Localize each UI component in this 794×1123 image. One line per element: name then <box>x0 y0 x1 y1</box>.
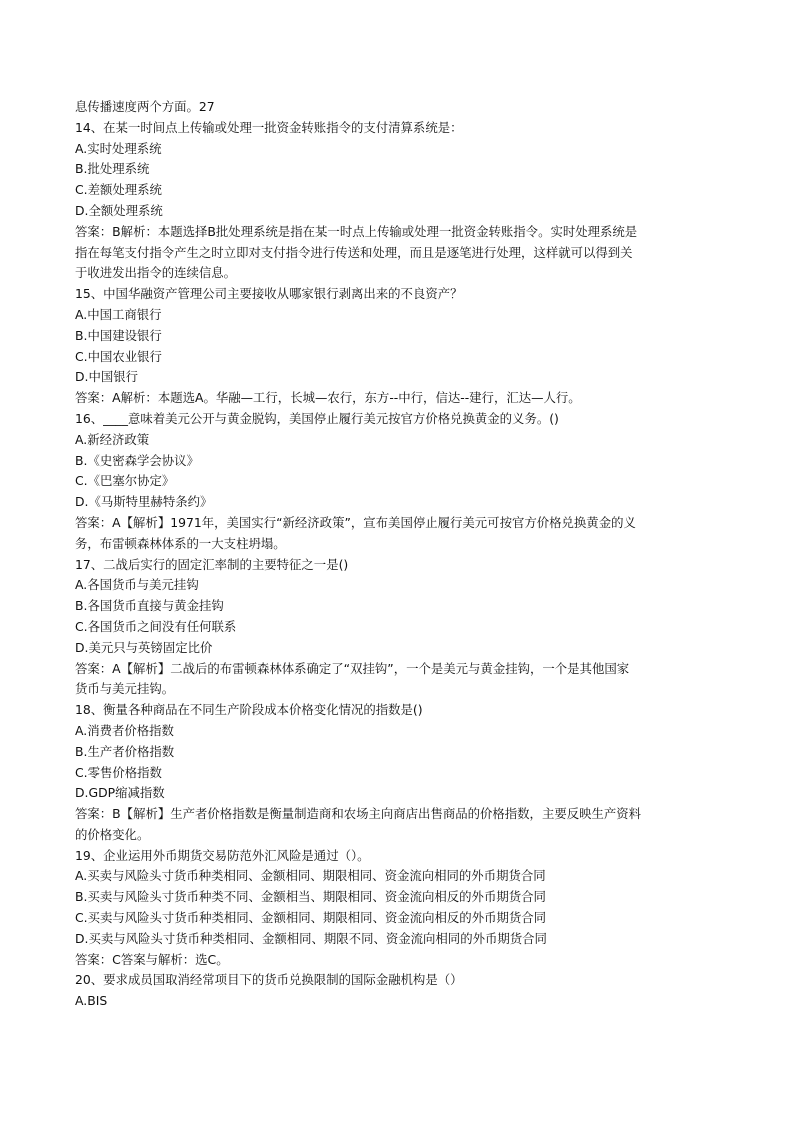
option-item: A.实时处理系统 <box>75 140 162 156</box>
answer-line: 答案：A【解析】1971年，美国实行“新经济政策”，宣布美国停止履行美元可按官方价格兑换黄金的义 <box>75 514 636 530</box>
option-item: B.生产者价格指数 <box>75 743 175 759</box>
option-item: C.零售价格指数 <box>75 764 162 780</box>
option-item: C.《巴塞尔协定》 <box>75 473 175 489</box>
option-item: D.买卖与风险头寸货币种类相同、金额相同、期限不同、资金流向相同的外币期货合同 <box>75 930 547 946</box>
question-text: 17、二战后实行的固定汇率制的主要特征之一是() <box>75 556 349 572</box>
question-text: 16、____意味着美元公开与黄金脱钩，美国停止履行美元按官方价格兑换黄金的义务。() <box>75 410 559 426</box>
answer-line: 货币与美元挂钩。 <box>75 681 175 697</box>
option-item: C.差额处理系统 <box>75 182 162 198</box>
option-item: D.美元只与英镑固定比价 <box>75 639 213 655</box>
option-item: D.《马斯特里赫特条约》 <box>75 494 213 510</box>
option-item: B.中国建设银行 <box>75 327 162 343</box>
answer-line: 答案：C答案与解析：选C。 <box>75 951 229 967</box>
option-item: D.全额处理系统 <box>75 202 163 218</box>
question-block <box>75 700 721 846</box>
option-item: D.中国银行 <box>75 369 139 385</box>
answer-line: 答案：A解析：本题选A。华融—工行，长城—农行，东方--中行，信达--建行，汇达—人行。 <box>75 390 581 406</box>
answer-line: 指在每笔支付指令产生之时立即对支付指令进行传送和处理，而且是逐笔进行处理，这样就可以得到关 <box>75 244 633 260</box>
question-text: 15、中国华融资产管理公司主要接收从哪家银行剥离出来的不良资产？ <box>75 286 463 302</box>
option-item: A.中国工商银行 <box>75 306 162 322</box>
answer-line: 于收进发出指令的连续信息。 <box>75 265 237 281</box>
intro-line: 息传播速度两个方面。27 <box>75 99 215 114</box>
question-text: 20、要求成员国取消经常项目下的货币兑换限制的国际金融机构是（） <box>75 972 463 988</box>
option-item: C.买卖与风险头寸货币种类相同、金额相同、期限相同、资金流向相反的外币期货合同 <box>75 910 547 926</box>
option-item: B.《史密森学会协议》 <box>75 452 199 468</box>
question-block <box>75 284 721 409</box>
answer-line: 的价格变化。 <box>75 826 150 842</box>
option-item: A.新经济政策 <box>75 431 150 447</box>
answer-line: 答案：A【解析】二战后的布雷顿森林体系确定了“双挂钩”，一个是美元与黄金挂钩，一个是其他国家 <box>75 660 630 676</box>
option-item: A.各国货币与美元挂钩 <box>75 577 199 593</box>
question-text: 14、在某一时间点上传输或处理一批资金转账指令的支付清算系统是： <box>75 119 463 135</box>
question-text: 18、衡量各种商品在不同生产阶段成本价格变化情况的指数是() <box>75 702 423 718</box>
option-item: B.买卖与风险头寸货币种类不同、金额相当、期限相同、资金流向相反的外币期货合同 <box>75 889 546 905</box>
option-item: A.BIS <box>75 993 108 1009</box>
question-block <box>75 118 721 284</box>
option-item: D.GDP缩减指数 <box>75 785 165 801</box>
answer-line: 务，布雷顿森林体系的一大支柱坍塌。 <box>75 535 286 551</box>
answer-line: 答案：B解析：本题选择B批处理系统是指在某一时点上传输或处理一批资金转账指令。实时处理系统是 <box>75 223 638 239</box>
question-block <box>75 970 721 1012</box>
option-item: B.批处理系统 <box>75 161 150 177</box>
option-item: C.中国农业银行 <box>75 348 162 364</box>
question-block <box>75 409 721 555</box>
question-list <box>75 118 721 1012</box>
question-text: 19、企业运用外币期货交易防范外汇风险是通过（）。 <box>75 847 370 863</box>
question-block <box>75 846 721 971</box>
option-item: B.各国货币直接与黄金挂钩 <box>75 598 224 614</box>
question-block <box>75 555 721 701</box>
document-body <box>75 97 721 1012</box>
option-item: A.买卖与风险头寸货币种类相同、金额相同、期限相同、资金流向相同的外币期货合同 <box>75 868 546 884</box>
option-item: A.消费者价格指数 <box>75 722 174 738</box>
answer-line: 答案：B【解析】生产者价格指数是衡量制造商和农场主向商店出售商品的价格指数，主要反映生产资料 <box>75 806 642 822</box>
option-item: C.各国货币之间没有任何联系 <box>75 618 237 634</box>
